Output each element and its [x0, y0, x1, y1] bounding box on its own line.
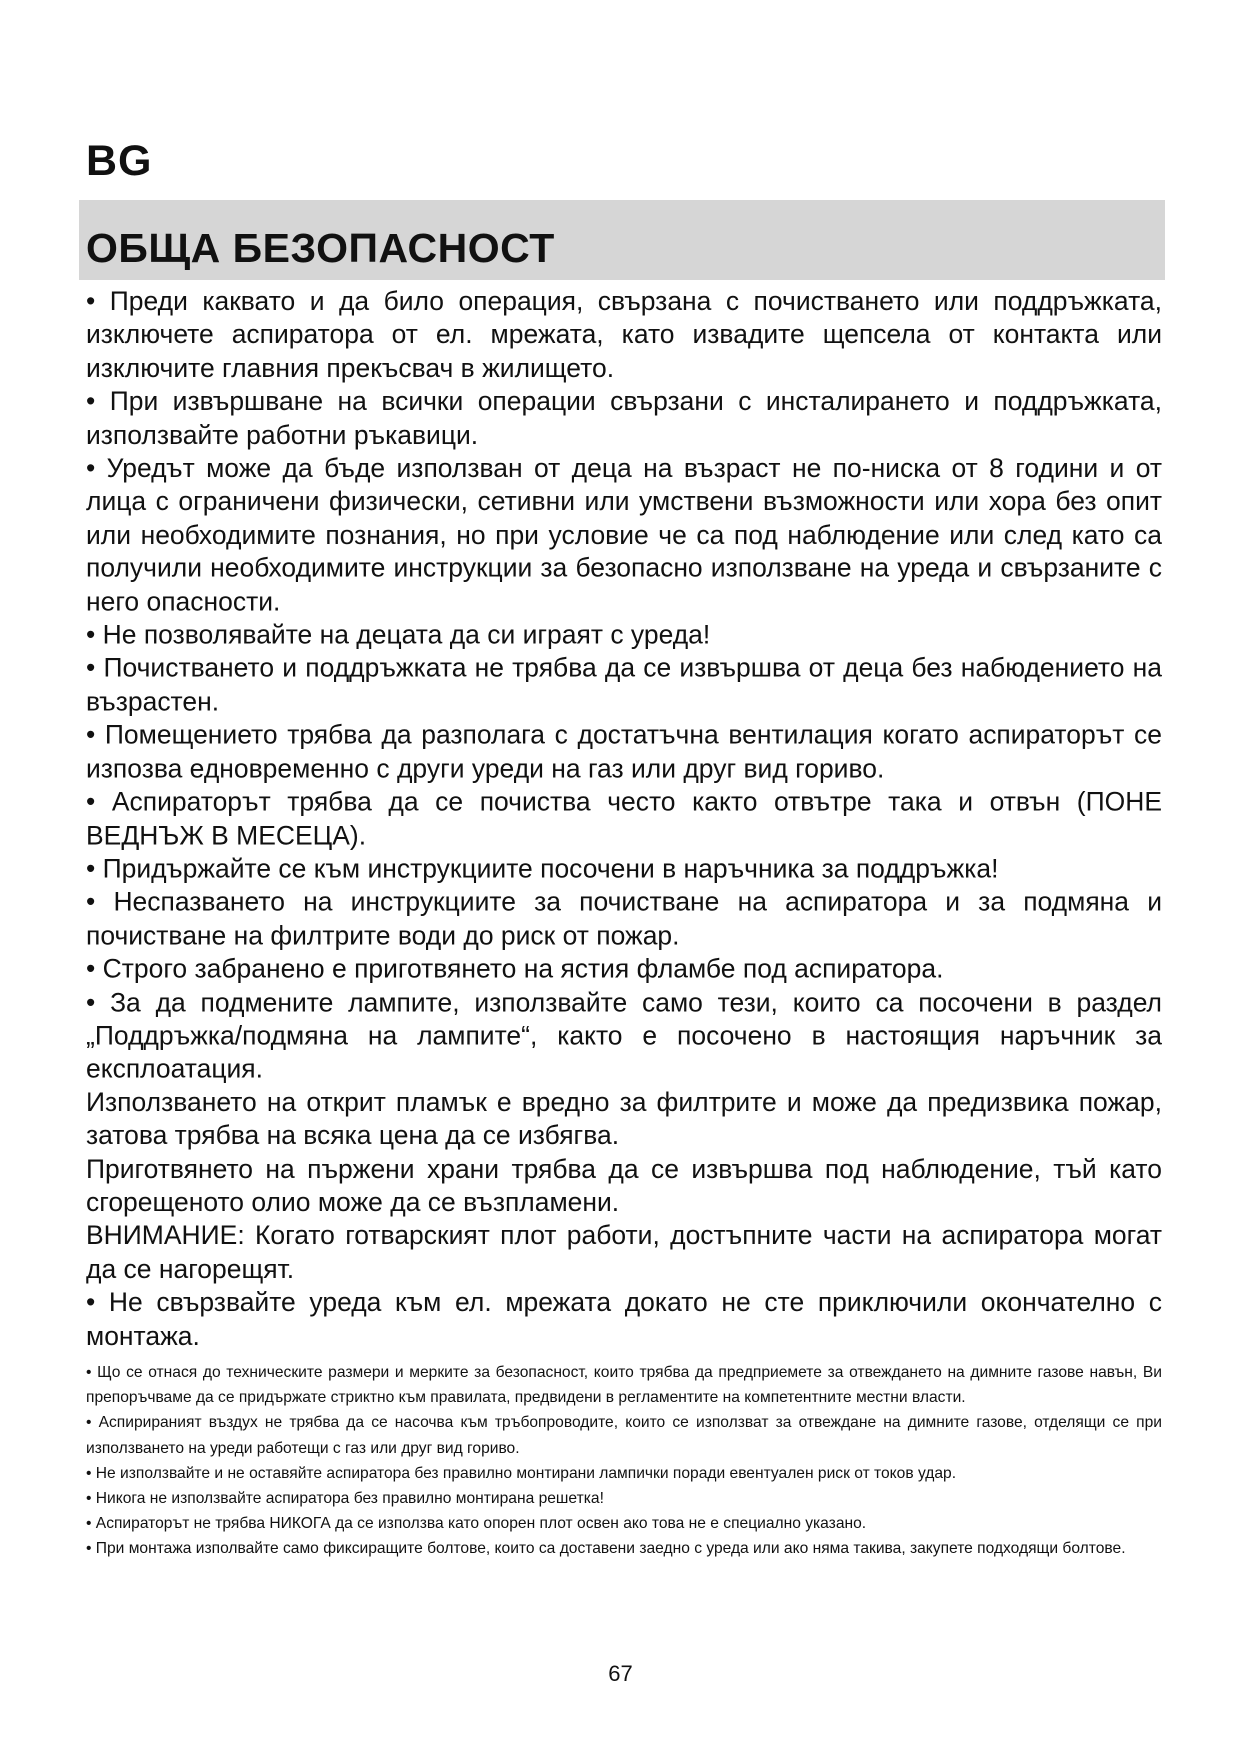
fine-paragraph-1: • Що се отнася до техническите размери и мерките за безопасност, които трябва да предприемете за отвеждането на димните газове навън, Ви препоръчваме да се придържате стриктно към правилата, предвидени в регламентите на компетентните местни власти.	[86, 1364, 1162, 1407]
safety-paragraph-2: • При извършване на всички операции свързани с инсталирането и поддръжката, използвайте работни ръкавици.	[86, 386, 1162, 450]
safety-paragraph-8: • Придържайте се към инструкциите посочени в наръчника за поддръжка!	[86, 853, 999, 884]
safety-paragraph-13: Приготвянето на пържени храни трябва да се извършва под наблюдение, тъй като сгорещеното олио може да се възпламени.	[86, 1153, 1162, 1218]
safety-paragraph-10: • Строго забранено е приготвянето на ястия фламбе под аспиратора.	[86, 953, 944, 984]
language-code: BG	[86, 137, 153, 185]
page-number: 67	[608, 1661, 633, 1686]
safety-paragraph-4: • Не позволявайте на децата да си играят с уреда!	[86, 619, 711, 650]
main-text	[86, 285, 1162, 1353]
safety-paragraph-15: • Не свързвайте уреда към ел. мрежата докато не сте приключили окончателно с монтажа.	[86, 1287, 1162, 1351]
section-title: ОБЩА БЕЗОПАСНОСТ	[86, 225, 555, 271]
safety-warning: ВНИМАНИЕ: Когато готварският плот работи, достъпните части на аспиратора могат да се нагорещят.	[86, 1220, 1162, 1284]
safety-paragraph-3: • Уредът може да бъде използван от деца на възраст не по-ниска от 8 години и от лица с ограничени физически, сетивни или умствени възможности или хора без опит или необходимите познания, но при условие че са под наблюдение или след като са получили необходимите инструкции за безопасно използване на уреда и свързаните с него опасности.	[86, 452, 1162, 617]
fine-print	[86, 1360, 1162, 1562]
fine-paragraph-5: • Аспираторът не трябва НИКОГА да се използва като опорен плот освен ако това не е специално указано.	[86, 1515, 867, 1533]
fine-paragraph-2: • Аспирираният въздух не трябва да се насочва към тръбопроводите, които се използват за отвеждане на димните газове, отделящи се при използването на уреди работещи с газ или друг вид гориво.	[86, 1414, 1162, 1457]
fine-paragraph-6: • При монтажа изполвайте само фиксиращите болтове, които са доставени заедно с уреда или ако няма такива, закупете подходящи болтове.	[86, 1540, 1126, 1558]
safety-paragraph-7: • Аспираторът трябва да се почиства често както отвътре така и отвън (ПОНЕ ВЕДНЪЖ В МЕСЕЦА).	[86, 786, 1162, 850]
fine-paragraph-3: • Не използвайте и не оставяйте аспиратора без правилно монтирани лампички поради евентуален риск от токов удар.	[86, 1464, 957, 1482]
safety-paragraph-9: • Неспазването на инструкциите за почистване на аспиратора и за подмяна и почистване на филтрите води до риск от пожар.	[86, 886, 1162, 951]
safety-paragraph-6: • Помещението трябва да разполага с достатъчна вентилация когато аспираторът се изпозва едновременно с други уреди на газ или друг вид гориво.	[86, 719, 1162, 784]
safety-paragraph-1: • Преди каквато и да било операция, свързана с почистването или поддръжката, изключете аспиратора от ел. мрежата, като извадите щепсела от контакта или изключите главния прекъсвач в жилището.	[86, 285, 1162, 383]
safety-paragraph-12: Използването на открит пламък е вредно за филтрите и може да предизвика пожар, затова трябва на всяка цена да се избягва.	[86, 1086, 1162, 1151]
safety-paragraph-5: • Почистването и поддръжката не трябва да се извършва от деца без набюдението на възрастен.	[86, 653, 1162, 717]
fine-paragraph-4: • Никога не използвайте аспиратора без правилно монтирана решетка!	[86, 1490, 604, 1508]
safety-paragraph-11: • За да подмените лампите, използвайте само тези, които са посочени в раздел „Поддръжка/подмяна на лампите“, както е посочено в настоящия наръчник за експлоатация.	[86, 986, 1162, 1084]
